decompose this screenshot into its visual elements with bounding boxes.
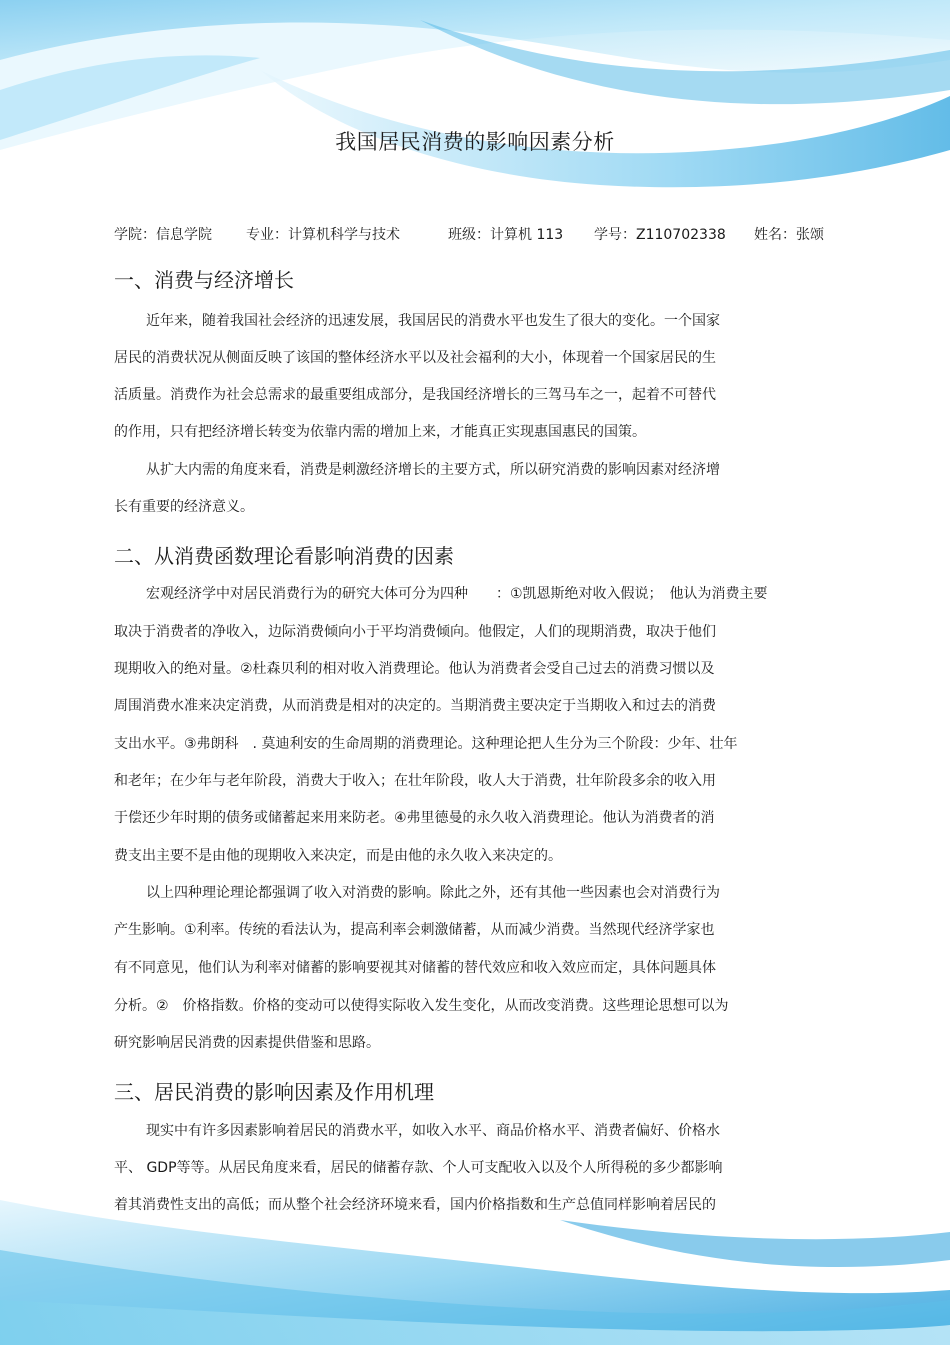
paragraph-line: 近年来，随着我国社会经济的迅速发展，我国居民的消费水平也发生了很大的变化。一个国家 bbox=[146, 313, 720, 329]
paragraph-line: 和老年；在少年与老年阶段，消费大于收入；在壮年阶段，收人大于消费，壮年阶段多余的收入用 bbox=[114, 773, 716, 789]
paragraph-line: 有不同意见，他们认为利率对储蓄的影响要视其对储蓄的替代效应和收入效应而定，具体问题具体 bbox=[114, 960, 716, 976]
bottom-wave-4 bbox=[560, 1220, 950, 1267]
paragraph-line: 着其消费性支出的高低；而从整个社会经济环境来看，国内价格指数和生产总值同样影响着居民的 bbox=[114, 1197, 716, 1213]
student-info-line bbox=[114, 224, 854, 244]
paragraph-line: 居民的消费状况从侧面反映了该国的整体经济水平以及社会福利的大小，体现着一个国家居民的生 bbox=[114, 350, 716, 366]
paragraph-line: 平、 GDP等等。从居民角度来看，居民的储蓄存款、个人可支配收入以及个人所得税的多少都影响 bbox=[114, 1160, 723, 1176]
paragraph-line: 产生影响。①利率。传统的看法认为，提高利率会刺激储蓄，从而减少消费。当然现代经济学家也 bbox=[114, 922, 715, 938]
paragraph-line: 于偿还少年时期的债务或储蓄起来用来防老。④弗里德曼的永久收入消费理论。他认为消费者的消 bbox=[114, 810, 715, 826]
paragraph-line: 研究影响居民消费的因素提供借鉴和思路。 bbox=[114, 1035, 380, 1051]
paragraph-line: 分析。② 价格指数。价格的变动可以使得实际收入发生变化，从而改变消费。这些理论思想可以为 bbox=[114, 998, 729, 1014]
section-heading-3: 三、居民消费的影响因素及作用机理 bbox=[114, 1080, 434, 1104]
paragraph-line: 支出水平。③弗朗科 . 莫迪利安的生命周期的消费理论。这种理论把人生分为三个阶段：少年、壮年 bbox=[114, 736, 738, 752]
name-field: 姓名：张颂 bbox=[754, 227, 824, 243]
paragraph-line: 长有重要的经济意义。 bbox=[114, 499, 254, 515]
paragraph-line: 周围消费水准来决定消费，从而消费是相对的决定的。当期消费主要决定于当期收入和过去的消费 bbox=[114, 698, 716, 714]
paragraph-line: 费支出主要不是由他的现期收入来决定，而是由他的永久收入来决定的。 bbox=[114, 848, 562, 864]
paragraph-line: 以上四种理论理论都强调了收入对消费的影响。除此之外，还有其他一些因素也会对消费行为 bbox=[146, 885, 720, 901]
paragraph-line: 从扩大内需的角度来看，消费是刺激经济增长的主要方式，所以研究消费的影响因素对经济增 bbox=[146, 462, 720, 478]
section-heading-2: 二、从消费函数理论看影响消费的因素 bbox=[114, 544, 454, 568]
section-heading-1: 一、消费与经济增长 bbox=[114, 268, 294, 292]
paragraph-line: 的作用，只有把经济增长转变为依靠内需的增加上来，才能真正实现惠国惠民的国策。 bbox=[114, 424, 646, 440]
major-field: 专业：计算机科学与技术 bbox=[246, 227, 400, 243]
paragraph-line: 现实中有许多因素影响着居民的消费水平，如收入水平、商品价格水平、消费者偏好、价格水 bbox=[146, 1123, 720, 1139]
college-field: 学院：信息学院 bbox=[114, 227, 212, 243]
document-title: 我国居民消费的影响因素分析 bbox=[335, 130, 615, 154]
paragraph-line: 取决于消费者的净收入，边际消费倾向小于平均消费倾向。他假定，人们的现期消费，取决于他们 bbox=[114, 624, 716, 640]
class-field: 班级：计算机 113 bbox=[448, 227, 564, 243]
student-id-field: 学号：Z110702338 bbox=[594, 227, 726, 243]
paragraph-line: 现期收入的绝对量。②杜森贝利的相对收入消费理论。他认为消费者会受自己过去的消费习惯以及 bbox=[114, 661, 715, 677]
paragraph-line: 活质量。消费作为社会总需求的最重要组成部分，是我国经济增长的三驾马车之一，起着不可替代 bbox=[114, 387, 716, 403]
paragraph-line: 宏观经济学中对居民消费行为的研究大体可分为四种 ：①凯恩斯绝对收入假说； 他认为消费主要 bbox=[146, 586, 768, 602]
